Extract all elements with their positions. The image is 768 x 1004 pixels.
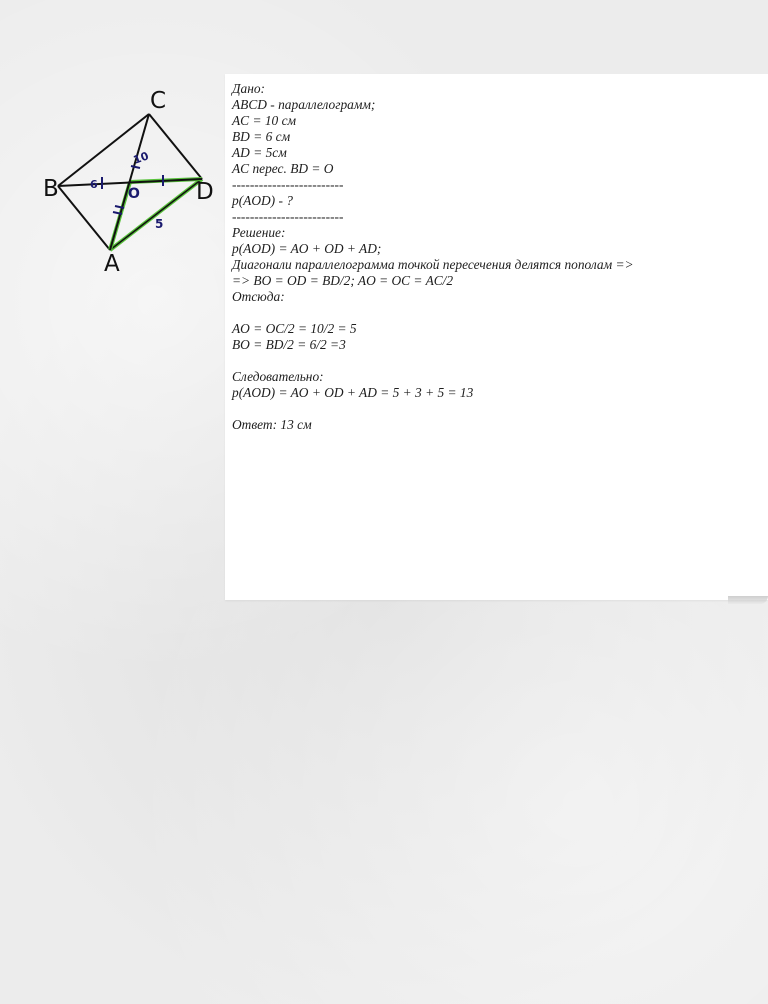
side-ad [110,179,202,250]
solution-line: Диагонали параллелограмма точкой пересечения делятся пополам => [232,257,634,272]
mark-oc: 10 [131,149,151,167]
solution-line [232,401,762,417]
mark-ad: 5 [155,217,164,231]
solution-line: ABCD - параллелограмм; [232,97,376,112]
solution-text [232,81,762,433]
solution-line: => BO = OD = BD/2; AO = OC = AC/2 [232,273,454,288]
solution-line: p(AOD) - ? [232,193,293,208]
solution-line: Решение: [232,225,286,240]
vertex-label-a: A [104,251,120,277]
solution-line: ------------------------- [232,177,344,192]
side-ba [58,186,110,250]
solution-line: Ответ: 13 см [232,417,312,432]
mark-bo: 6 [90,178,98,191]
solution-line [232,353,762,369]
solution-line [232,305,762,321]
solution-line: AC перес. BD = O [232,161,334,176]
vertex-label-d: D [196,179,214,205]
solution-line: Следовательно: [232,369,324,384]
side-bc [58,114,149,186]
solution-line: Отсюда: [232,289,285,304]
solution-line: BD = 6 см [232,129,291,144]
solution-line: p(AOD) = AO + OD + AD = 5 + 3 + 5 = 13 [232,385,474,400]
solution-line: Дано: [232,81,266,96]
solution-line: BO = BD/2 = 6/2 =3 [232,337,346,352]
vertex-label-c: C [150,88,167,114]
side-cd [149,114,202,179]
solution-line: ------------------------- [232,209,344,224]
vertex-label-b: B [43,176,59,202]
solution-line: p(AOD) = AO + OD + AD; [232,241,382,256]
solution-line: AO = OC/2 = 10/2 = 5 [232,321,357,336]
solution-line: AC = 10 см [232,113,297,128]
solution-line: AD = 5см [232,145,287,160]
vertex-label-o: O [128,186,140,202]
